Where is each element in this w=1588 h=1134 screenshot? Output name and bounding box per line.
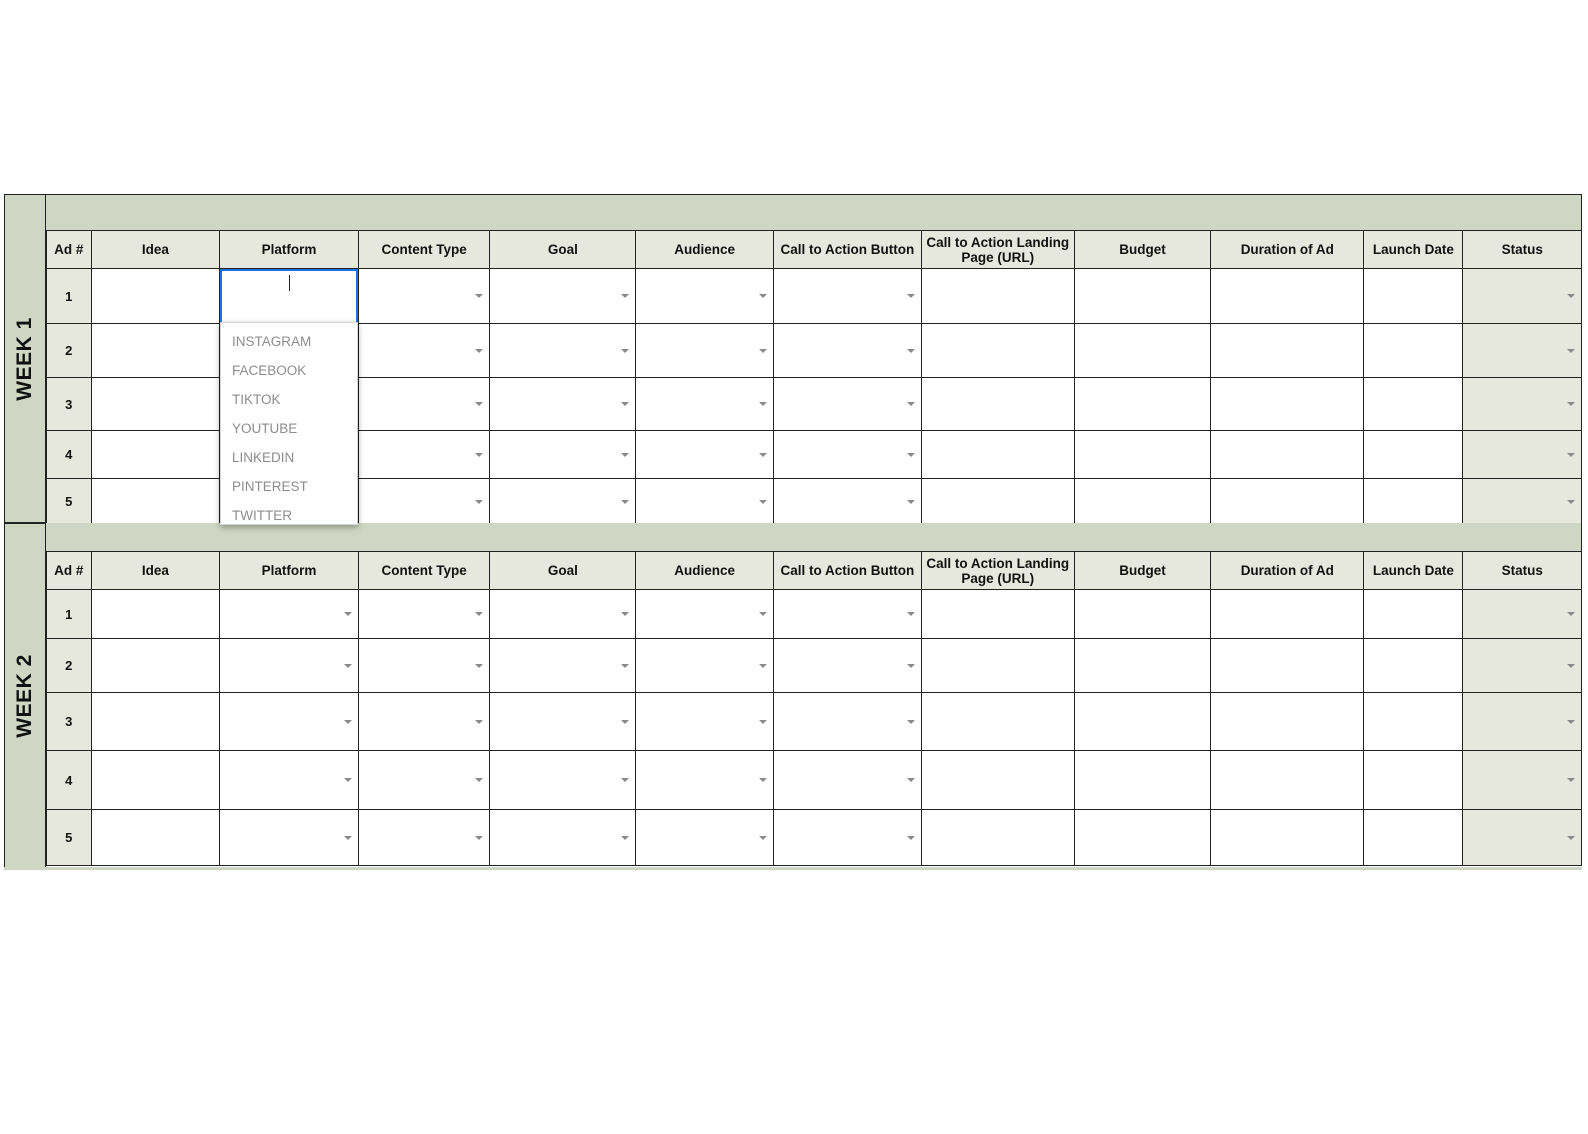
cta-button-cell[interactable]	[773, 590, 921, 639]
header-launch-date: Launch Date	[1364, 231, 1463, 269]
chevron-down-icon[interactable]	[759, 500, 767, 504]
budget-cell[interactable]	[1074, 431, 1211, 479]
landing-page-cell[interactable]	[921, 590, 1074, 639]
budget-cell[interactable]	[1074, 479, 1211, 525]
landing-page-cell[interactable]	[921, 810, 1074, 866]
chevron-down-icon[interactable]	[621, 402, 629, 406]
goal-cell[interactable]	[490, 693, 636, 751]
chevron-down-icon[interactable]	[344, 664, 352, 668]
budget-cell[interactable]	[1074, 324, 1211, 378]
cta-button-cell[interactable]	[773, 431, 921, 479]
cta-button-cell[interactable]	[773, 693, 921, 751]
idea-cell[interactable]	[91, 269, 220, 324]
idea-cell[interactable]	[91, 639, 220, 693]
chevron-down-icon[interactable]	[907, 349, 915, 353]
launch-date-cell[interactable]	[1364, 810, 1463, 866]
audience-cell[interactable]	[636, 639, 774, 693]
dropdown-option-tiktok[interactable]: TIKTOK	[232, 392, 281, 407]
goal-cell[interactable]	[490, 431, 636, 479]
header-cta-landing-page: Call to Action Landing Page (URL)	[921, 552, 1074, 590]
ad-number-cell: 4	[47, 751, 92, 810]
chevron-down-icon[interactable]	[907, 720, 915, 724]
cta-button-cell[interactable]	[773, 751, 921, 810]
ad-number-cell: 1	[47, 269, 92, 324]
chevron-down-icon[interactable]	[344, 612, 352, 616]
dropdown-option-linkedin[interactable]: LINKEDIN	[232, 450, 295, 465]
platform-cell[interactable]	[220, 639, 359, 693]
header-audience: Audience	[636, 231, 774, 269]
platform-cell[interactable]	[220, 810, 359, 866]
week-label-cell	[4, 194, 46, 523]
header-row	[47, 231, 1582, 269]
goal-cell[interactable]	[490, 378, 636, 431]
content-type-cell[interactable]	[358, 639, 490, 693]
goal-cell[interactable]	[490, 590, 636, 639]
chevron-down-icon[interactable]	[1567, 500, 1575, 504]
header-duration: Duration of Ad	[1211, 231, 1364, 269]
launch-date-cell[interactable]	[1364, 479, 1463, 525]
ad-number-cell: 5	[47, 479, 92, 525]
header-budget: Budget	[1074, 552, 1211, 590]
landing-page-cell[interactable]	[921, 378, 1074, 431]
dropdown-option-facebook[interactable]: FACEBOOK	[232, 363, 307, 378]
duration-cell[interactable]	[1211, 269, 1364, 324]
goal-cell[interactable]	[490, 751, 636, 810]
idea-cell[interactable]	[91, 590, 220, 639]
launch-date-cell[interactable]	[1364, 378, 1463, 431]
duration-cell[interactable]	[1211, 431, 1364, 479]
chevron-down-icon[interactable]	[621, 612, 629, 616]
cta-button-cell[interactable]	[773, 479, 921, 525]
audience-cell[interactable]	[636, 324, 774, 378]
chevron-down-icon[interactable]	[1567, 453, 1575, 457]
launch-date-cell[interactable]	[1364, 693, 1463, 751]
idea-cell[interactable]	[91, 324, 220, 378]
chevron-down-icon[interactable]	[1567, 664, 1575, 668]
launch-date-cell[interactable]	[1364, 431, 1463, 479]
content-type-cell[interactable]	[358, 590, 490, 639]
ad-number-cell: 5	[47, 810, 92, 866]
platform-dropdown-menu	[220, 322, 358, 525]
chevron-down-icon[interactable]	[621, 500, 629, 504]
goal-cell[interactable]	[490, 269, 636, 324]
chevron-down-icon[interactable]	[759, 720, 767, 724]
chevron-down-icon[interactable]	[344, 720, 352, 724]
chevron-down-icon[interactable]	[344, 836, 352, 840]
ad-number-cell: 4	[47, 431, 92, 479]
week-label-cell	[4, 523, 46, 869]
chevron-down-icon[interactable]	[475, 836, 483, 840]
audience-cell[interactable]	[636, 751, 774, 810]
header-idea: Idea	[91, 552, 220, 590]
chevron-down-icon[interactable]	[907, 402, 915, 406]
budget-cell[interactable]	[1074, 810, 1211, 866]
duration-cell[interactable]	[1211, 810, 1364, 866]
chevron-down-icon[interactable]	[475, 664, 483, 668]
cta-button-cell[interactable]	[773, 378, 921, 431]
goal-cell[interactable]	[490, 639, 636, 693]
chevron-down-icon[interactable]	[759, 836, 767, 840]
header-cta-button: Call to Action Button	[773, 231, 921, 269]
budget-cell[interactable]	[1074, 378, 1211, 431]
landing-page-cell[interactable]	[921, 269, 1074, 324]
status-cell[interactable]	[1463, 269, 1582, 324]
goal-cell[interactable]	[490, 479, 636, 525]
budget-cell[interactable]	[1074, 269, 1211, 324]
chevron-down-icon[interactable]	[759, 453, 767, 457]
week-label: WEEK 1	[13, 316, 36, 401]
header-status: Status	[1463, 231, 1582, 269]
chevron-down-icon[interactable]	[759, 778, 767, 782]
duration-cell[interactable]	[1211, 378, 1364, 431]
status-cell[interactable]	[1463, 590, 1582, 639]
cta-button-cell[interactable]	[773, 324, 921, 378]
cta-button-cell[interactable]	[773, 269, 921, 324]
content-type-cell[interactable]	[358, 479, 490, 525]
dropdown-option-instagram[interactable]: INSTAGRAM	[232, 334, 312, 349]
launch-date-cell[interactable]	[1364, 269, 1463, 324]
header-launch-date: Launch Date	[1364, 552, 1463, 590]
header-audience: Audience	[636, 552, 774, 590]
audience-cell[interactable]	[636, 590, 774, 639]
chevron-down-icon[interactable]	[475, 612, 483, 616]
duration-cell[interactable]	[1211, 479, 1364, 525]
launch-date-cell[interactable]	[1364, 751, 1463, 810]
audience-cell[interactable]	[636, 431, 774, 479]
content-type-cell[interactable]	[358, 810, 490, 866]
chevron-down-icon[interactable]	[621, 664, 629, 668]
platform-cell-active[interactable]	[220, 269, 359, 324]
dropdown-option-youtube[interactable]: YOUTUBE	[232, 421, 298, 436]
dropdown-option-twitter[interactable]: TWITTER	[232, 508, 292, 523]
chevron-down-icon[interactable]	[907, 612, 915, 616]
chevron-down-icon[interactable]	[621, 720, 629, 724]
chevron-down-icon[interactable]	[907, 500, 915, 504]
chevron-down-icon[interactable]	[907, 664, 915, 668]
landing-page-cell[interactable]	[921, 693, 1074, 751]
status-cell[interactable]	[1463, 810, 1582, 866]
chevron-down-icon[interactable]	[1567, 294, 1575, 298]
landing-page-cell[interactable]	[921, 479, 1074, 525]
audience-cell[interactable]	[636, 693, 774, 751]
header-cta-landing-page: Call to Action Landing Page (URL)	[921, 231, 1074, 269]
idea-cell[interactable]	[91, 431, 220, 479]
chevron-down-icon[interactable]	[475, 500, 483, 504]
goal-cell[interactable]	[490, 810, 636, 866]
header-goal: Goal	[490, 231, 636, 269]
header-cta-button: Call to Action Button	[773, 552, 921, 590]
chevron-down-icon[interactable]	[475, 778, 483, 782]
chevron-down-icon[interactable]	[475, 453, 483, 457]
audience-cell[interactable]	[636, 269, 774, 324]
landing-page-cell[interactable]	[921, 639, 1074, 693]
chevron-down-icon[interactable]	[1567, 349, 1575, 353]
chevron-down-icon[interactable]	[1567, 612, 1575, 616]
audience-cell[interactable]	[636, 810, 774, 866]
idea-cell[interactable]	[91, 479, 220, 525]
header-platform: Platform	[220, 231, 359, 269]
ad-number-cell: 3	[47, 693, 92, 751]
header-duration: Duration of Ad	[1211, 552, 1364, 590]
chevron-down-icon[interactable]	[475, 720, 483, 724]
chevron-down-icon[interactable]	[475, 349, 483, 353]
header-ad-number: Ad #	[47, 552, 92, 590]
chevron-down-icon[interactable]	[759, 294, 767, 298]
week-label: WEEK 2	[13, 654, 36, 738]
duration-cell[interactable]	[1211, 693, 1364, 751]
chevron-down-icon[interactable]	[907, 294, 915, 298]
idea-cell[interactable]	[91, 810, 220, 866]
chevron-down-icon[interactable]	[759, 664, 767, 668]
cta-button-cell[interactable]	[773, 810, 921, 866]
launch-date-cell[interactable]	[1364, 324, 1463, 378]
cta-button-cell[interactable]	[773, 639, 921, 693]
table-row	[47, 751, 1582, 810]
goal-cell[interactable]	[490, 324, 636, 378]
platform-cell[interactable]	[220, 693, 359, 751]
duration-cell[interactable]	[1211, 639, 1364, 693]
audience-cell[interactable]	[636, 479, 774, 525]
chevron-down-icon[interactable]	[1567, 836, 1575, 840]
status-cell[interactable]	[1463, 378, 1582, 431]
chevron-down-icon[interactable]	[475, 402, 483, 406]
platform-cell[interactable]	[220, 751, 359, 810]
idea-cell[interactable]	[91, 693, 220, 751]
chevron-down-icon[interactable]	[1567, 778, 1575, 782]
chevron-down-icon[interactable]	[759, 349, 767, 353]
table-row	[47, 639, 1582, 693]
chevron-down-icon[interactable]	[759, 612, 767, 616]
status-cell[interactable]	[1463, 639, 1582, 693]
chevron-down-icon[interactable]	[907, 836, 915, 840]
content-type-cell[interactable]	[358, 431, 490, 479]
budget-cell[interactable]	[1074, 639, 1211, 693]
header-status: Status	[1463, 552, 1582, 590]
content-type-cell[interactable]	[358, 693, 490, 751]
content-type-cell[interactable]	[358, 324, 490, 378]
chevron-down-icon[interactable]	[1567, 402, 1575, 406]
budget-cell[interactable]	[1074, 693, 1211, 751]
chevron-down-icon[interactable]	[621, 778, 629, 782]
ad-number-cell: 3	[47, 378, 92, 431]
header-goal: Goal	[490, 552, 636, 590]
header-content-type: Content Type	[358, 552, 490, 590]
chevron-down-icon[interactable]	[759, 402, 767, 406]
section-bottom-band	[4, 867, 1582, 870]
status-cell[interactable]	[1463, 751, 1582, 810]
table-row	[47, 693, 1582, 751]
table-row	[47, 590, 1582, 639]
ad-number-cell: 1	[47, 590, 92, 639]
duration-cell[interactable]	[1211, 751, 1364, 810]
audience-cell[interactable]	[636, 378, 774, 431]
status-cell[interactable]	[1463, 479, 1582, 525]
week-2-section	[4, 523, 1582, 869]
chevron-down-icon[interactable]	[907, 453, 915, 457]
landing-page-cell[interactable]	[921, 431, 1074, 479]
launch-date-cell[interactable]	[1364, 639, 1463, 693]
launch-date-cell[interactable]	[1364, 590, 1463, 639]
table-row	[47, 810, 1582, 866]
idea-cell[interactable]	[91, 751, 220, 810]
header-budget: Budget	[1074, 231, 1211, 269]
dropdown-option-pinterest[interactable]: PINTEREST	[232, 479, 308, 494]
text-caret	[289, 275, 290, 291]
landing-page-cell[interactable]	[921, 751, 1074, 810]
ad-table	[46, 551, 1582, 866]
status-cell[interactable]	[1463, 324, 1582, 378]
idea-cell[interactable]	[91, 378, 220, 431]
header-row	[47, 552, 1582, 590]
chevron-down-icon[interactable]	[907, 778, 915, 782]
status-cell[interactable]	[1463, 693, 1582, 751]
chevron-down-icon[interactable]	[621, 294, 629, 298]
platform-cell[interactable]	[220, 590, 359, 639]
duration-cell[interactable]	[1211, 324, 1364, 378]
content-type-cell[interactable]	[358, 751, 490, 810]
ad-number-cell: 2	[47, 324, 92, 378]
header-ad-number: Ad #	[47, 231, 92, 269]
chevron-down-icon[interactable]	[1567, 720, 1575, 724]
ad-number-cell: 2	[47, 639, 92, 693]
budget-cell[interactable]	[1074, 751, 1211, 810]
header-content-type: Content Type	[358, 231, 490, 269]
section-band	[46, 194, 1582, 230]
chevron-down-icon[interactable]	[344, 778, 352, 782]
content-type-cell[interactable]	[358, 378, 490, 431]
chevron-down-icon[interactable]	[475, 294, 483, 298]
chevron-down-icon[interactable]	[621, 349, 629, 353]
status-cell[interactable]	[1463, 431, 1582, 479]
header-platform: Platform	[220, 552, 359, 590]
content-type-cell[interactable]	[358, 269, 490, 324]
chevron-down-icon[interactable]	[621, 836, 629, 840]
header-idea: Idea	[91, 231, 220, 269]
budget-cell[interactable]	[1074, 590, 1211, 639]
duration-cell[interactable]	[1211, 590, 1364, 639]
table-row	[47, 269, 1582, 324]
landing-page-cell[interactable]	[921, 324, 1074, 378]
chevron-down-icon[interactable]	[621, 453, 629, 457]
